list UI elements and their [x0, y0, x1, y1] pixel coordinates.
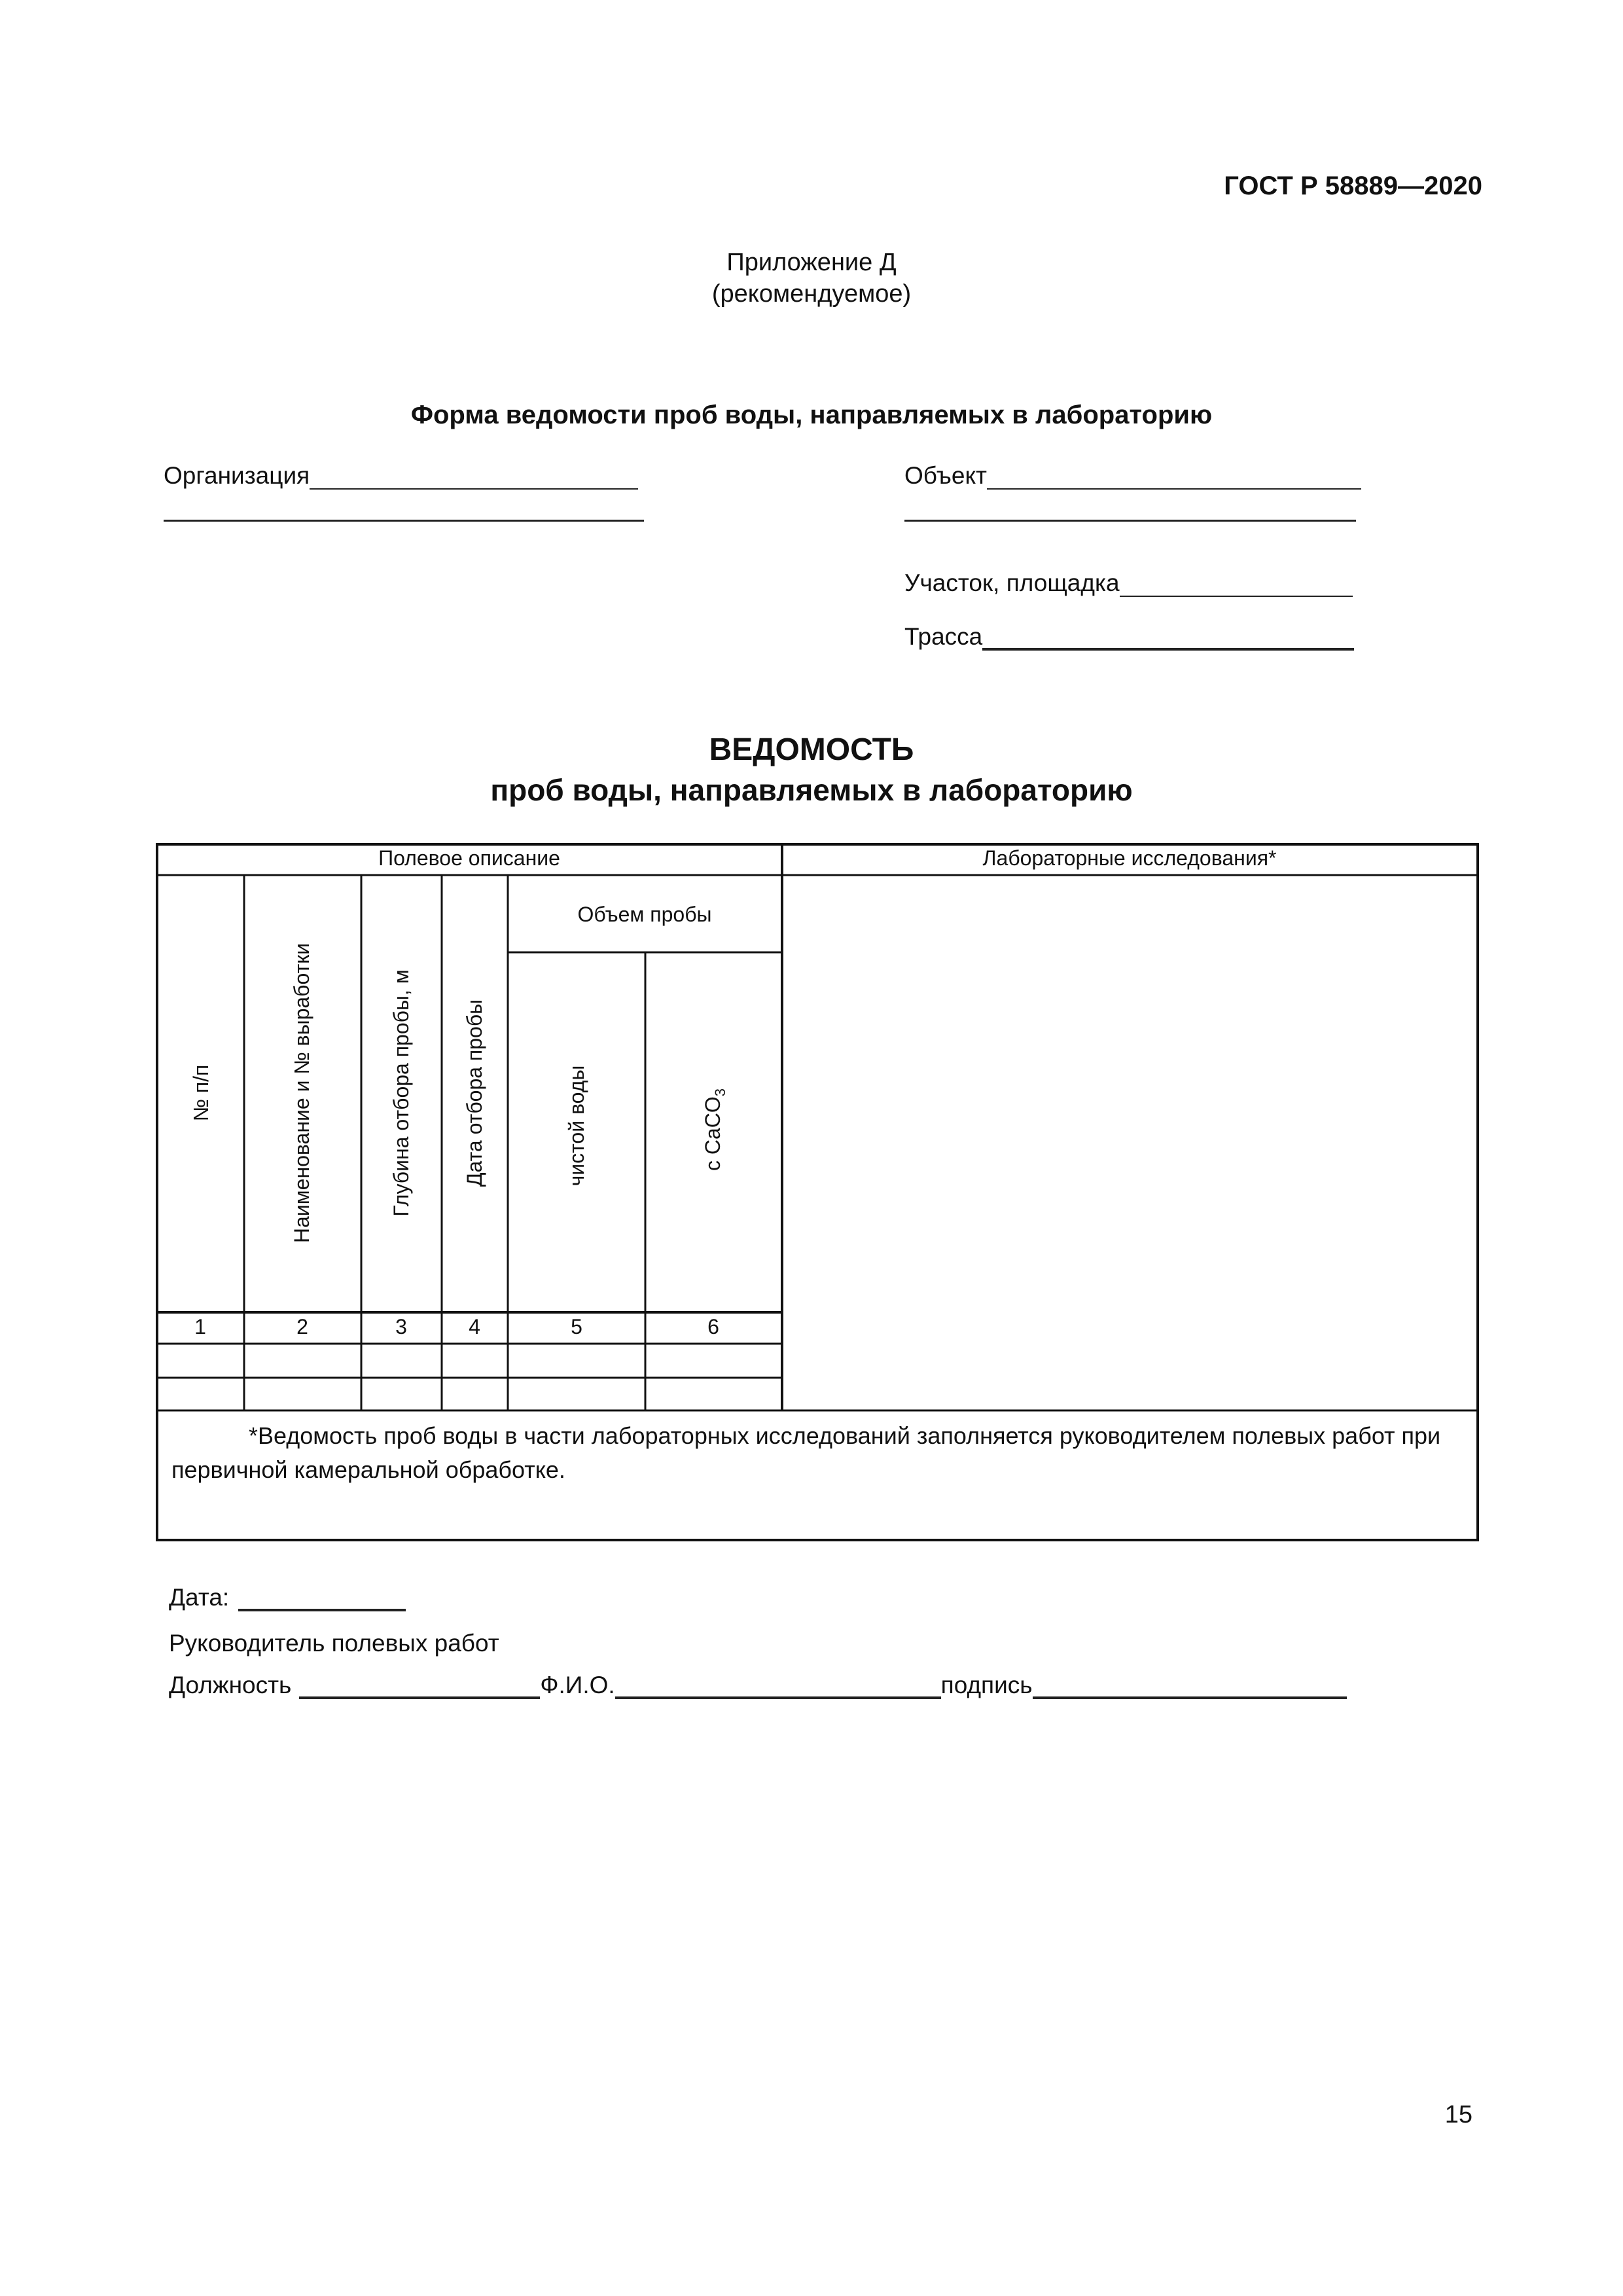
- lab-research-area[interactable]: [783, 876, 1476, 1409]
- col-header-date: Дата отбора пробы: [463, 999, 486, 1187]
- signature-row: [169, 1672, 1347, 1699]
- col-header-number: № п/п: [189, 1064, 213, 1122]
- col-number-2: 2: [296, 1315, 308, 1338]
- route-label: Трасса: [904, 623, 983, 650]
- col-number-3: 3: [395, 1315, 407, 1338]
- organization-label: Организация: [164, 462, 310, 489]
- col-number-6: 6: [707, 1315, 719, 1338]
- form-title: Форма ведомости проб воды, направляемых в лабораторию: [410, 401, 1213, 429]
- appendix-title: Приложение Д: [726, 249, 897, 276]
- page-number: 15: [1444, 2101, 1472, 2128]
- statement-subtitle: проб воды, направляемых в лабораторию: [490, 773, 1133, 807]
- col-header-caco3: [701, 1088, 728, 1171]
- section-label: Участок, площадка: [904, 569, 1120, 596]
- statement-title: ВЕДОМОСТЬ: [709, 732, 914, 767]
- name-label: Ф.И.О.: [540, 1672, 615, 1698]
- appendix-status: (рекомендуемое): [711, 280, 912, 308]
- col-number-1: 1: [194, 1315, 206, 1338]
- document-code: ГОСТ Р 58889—2020: [1224, 171, 1482, 200]
- col-number-5: 5: [571, 1315, 582, 1338]
- supervisor-label: Руководитель полевых работ: [169, 1630, 499, 1657]
- object-label: Объект: [904, 462, 987, 489]
- position-input-line[interactable]: [299, 1674, 540, 1699]
- lab-research-header: Лабораторные исследования*: [982, 846, 1277, 870]
- signature-input-line[interactable]: [1033, 1674, 1347, 1699]
- caco3-subscript: 3: [712, 1088, 728, 1097]
- table-footnote: *Ведомость проб воды в части лабораторных исследований заполняется руководителем полевых работ при первичной камеральной обработке.: [171, 1422, 1441, 1483]
- table-row[interactable]: [158, 1345, 781, 1376]
- sample-volume-header: Объем пробы: [577, 903, 712, 926]
- position-label: Должность: [169, 1672, 292, 1698]
- caco3-label: с CaCO: [701, 1096, 724, 1172]
- signature-label: подпись: [940, 1672, 1033, 1698]
- date-input-line[interactable]: [238, 1587, 406, 1611]
- name-input-line[interactable]: [615, 1674, 941, 1699]
- col-header-depth: Глубина отбора пробы, м: [389, 969, 413, 1217]
- field-description-header: Полевое описание: [378, 846, 560, 870]
- col-header-name: Наименование и № выработки: [290, 942, 313, 1244]
- table-row[interactable]: [158, 1379, 781, 1409]
- col-number-4: 4: [469, 1315, 480, 1338]
- date-label: Дата:: [169, 1584, 230, 1611]
- date-field: [169, 1584, 406, 1611]
- col-header-pure-water: чистой воды: [565, 1065, 588, 1187]
